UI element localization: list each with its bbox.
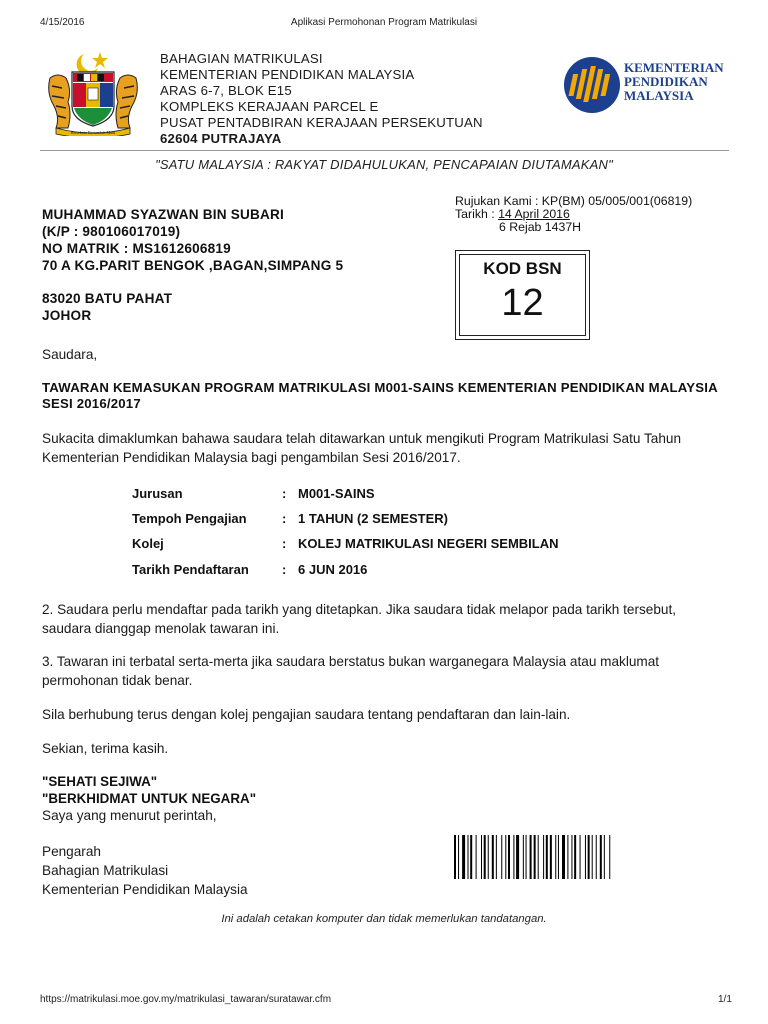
kod-bsn-box [455,250,590,340]
recipient-address-line: JOHOR [42,308,92,323]
print-page-number: 1/1 [718,994,732,1005]
barcode-bar [604,835,605,879]
paragraph-3: 3. Tawaran ini terbatal serta-merta jika saudara berstatus bukan warganegara Malaysia atau maklumat permohonan tidak benar. [42,654,660,688]
date-label: Tarikh : [455,207,499,221]
barcode-bar [516,835,519,879]
salutation: Saudara, [42,347,98,362]
kod-bsn-value: 12 [501,282,544,324]
recipient-matrik: NO MATRIK : MS1612606819 [42,241,231,256]
barcode-bar [562,835,565,879]
barcode-bar [550,835,552,879]
recipient-address [42,206,343,324]
signatory-line: Bahagian Matrikulasi [42,863,169,878]
detail-separator: : [282,536,287,551]
barcode-bar [476,835,477,879]
barcode-bar [558,835,559,879]
department-address [160,51,483,147]
reference-number: Rujukan Kami : KP(BM) 05/005/001(06819) [455,194,693,208]
ministry-emblem-icon [563,56,621,114]
barcode-bar [462,835,465,879]
barcode-bar [505,835,506,879]
kod-bsn-label: KOD BSN [483,259,562,278]
department-line: KEMENTERIAN PENDIDIKAN MALAYSIA [160,67,415,82]
barcode-bar [470,835,472,879]
barcode-bar [488,835,489,879]
department-line: KOMPLEKS KERAJAAN PARCEL E [160,99,379,114]
ministry-logo-line: KEMENTERIAN [624,60,724,75]
barcode-bar [580,835,581,879]
barcode-bar [454,835,456,879]
barcode-bar [546,835,548,879]
slogan: "SEHATI SEJIWA" [42,774,158,789]
barcode-bar [574,835,576,879]
coat-of-arms-motto: Bersekutu Bertambah Mutu [70,130,116,135]
closing: Sekian, terima kasih. [42,741,169,756]
recipient-kp: (K/P : 980106017019) [42,224,181,239]
paragraph-2: 2. Saudara perlu mendaftar pada tarikh yang ditetapkan. Jika saudara tidak melapor pada tarikh tersebut, saudara dianggap menolak tawaran ini. [42,602,677,636]
recipient-address-line: 83020 BATU PAHAT [42,291,173,306]
barcode-bar [585,835,586,879]
barcode-bar [481,835,482,879]
barcode-bar [523,835,524,879]
intro-paragraph: Sukacita dimaklumkan bahawa saudara telah ditawarkan untuk mengikuti Program Matrikulasi Satu Tahun Kementerian Pendidikan Malaysia bagi pengambilan Sesi 2016/2017. [42,431,681,465]
hijri-date: 6 Rejab 1437H [499,220,582,234]
department-line: ARAS 6-7, BLOK E15 [160,83,292,98]
barcode-bar [513,835,514,879]
barcode-bar [458,835,459,879]
barcode-bar [596,835,597,879]
barcode-bar [588,835,590,879]
barcode-bar [555,835,556,879]
letter-subject: TAWARAN KEMASUKAN PROGRAM MATRIKULASI M001-SAINS KEMENTERIAN PENDIDIKAN MALAYSIA SESI 2016/2017 [42,380,718,411]
detail-label: Tempoh Pengajian [132,511,247,526]
computer-print-note: Ini adalah cetakan komputer dan tidak memerlukan tandatangan. [221,913,547,925]
barcode-bar [530,835,532,879]
print-title: Aplikasi Permohonan Program Matrikulasi [290,17,478,28]
detail-label: Jurusan [132,486,183,501]
barcode-bar [609,835,610,879]
ministry-logo-line: MALAYSIA [624,88,694,103]
print-date: 4/15/2016 [40,17,85,28]
barcode-bar [526,835,527,879]
national-motto: "SATU MALAYSIA : RAKYAT DIDAHULUKAN, PENCAPAIAN DIUTAMAKAN" [155,157,613,172]
barcode-bar [492,835,494,879]
barcode-bar [501,835,502,879]
detail-value: 1 TAHUN (2 SEMESTER) [298,511,448,526]
detail-value: KOLEJ MATRIKULASI NEGERI SEMBILAN [298,536,559,551]
print-url: https://matrikulasi.moe.gov.my/matrikulasi_tawaran/suratawar.cfm [40,994,332,1005]
detail-value: M001-SAINS [298,486,375,501]
slogans [42,773,256,807]
detail-separator: : [282,511,287,526]
recipient-name: MUHAMMAD SYAZWAN BIN SUBARI [42,207,285,222]
barcode-bar [600,835,602,879]
header-divider [40,150,729,151]
department-postcode: 62604 PUTRAJAYA [160,131,282,146]
barcode-bar [571,835,572,879]
barcode-bar [484,835,486,879]
date-value: 14 April 2016 [498,207,570,221]
coat-of-arms-logo [42,48,144,136]
barcode-bar [496,835,497,879]
reference-block [455,195,692,234]
ministry-logo-line: PENDIDIKAN [624,74,708,89]
barcode-bar [538,835,539,879]
barcode-bar [468,835,469,879]
barcode-bar [567,835,568,879]
department-line: PUSAT PENTADBIRAN KERAJAAN PERSEKUTUAN [160,115,483,130]
signatory-line: Kementerian Pendidikan Malaysia [42,882,248,897]
paragraph-4: Sila berhubung terus dengan kolej pengajian saudara tentang pendaftaran dan lain-lain. [42,707,571,722]
detail-separator: : [282,486,287,501]
barcode-bar [592,835,593,879]
barcode-bar [534,835,536,879]
barcode-bar [543,835,544,879]
department-line: BAHAGIAN MATRIKULASI [160,51,323,66]
detail-separator: : [282,562,287,577]
detail-value: 6 JUN 2016 [298,562,368,577]
detail-label: Kolej [132,536,164,551]
signatory-line: Pengarah [42,844,101,859]
obedient-line: Saya yang menurut perintah, [42,808,217,823]
barcode-image [454,835,662,879]
slogan: "BERKHIDMAT UNTUK NEGARA" [42,791,257,806]
detail-label: Tarikh Pendaftaran [132,562,249,577]
signatory-block [42,842,248,899]
barcode-bar [508,835,510,879]
recipient-address-line: 70 A KG.PARIT BENGOK ,BAGAN,SIMPANG 5 [42,258,344,273]
